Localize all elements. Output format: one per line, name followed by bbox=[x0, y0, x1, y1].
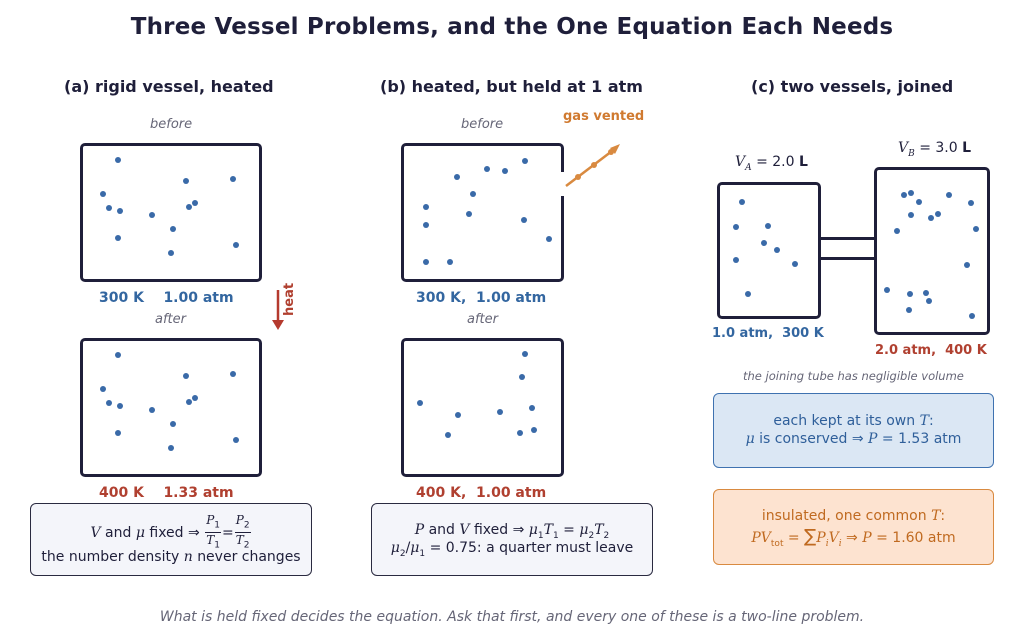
gas-particle bbox=[233, 242, 239, 248]
gas-particle bbox=[745, 291, 751, 297]
panel-a-vessel-before bbox=[80, 143, 262, 282]
tube-note: the joining tube has negligible volume bbox=[743, 369, 964, 383]
box-text: is conserved bbox=[759, 431, 848, 447]
gas-particle bbox=[149, 212, 155, 218]
panel-c-heading: (c) two vessels, joined bbox=[751, 77, 954, 96]
equation-text: and bbox=[428, 522, 455, 538]
box-text: insulated, one common bbox=[761, 508, 927, 524]
page-title: Three Vessel Problems, and the One Equation Each Needs bbox=[130, 14, 894, 40]
gas-particle bbox=[761, 240, 767, 246]
gas-particle bbox=[423, 259, 429, 265]
gas-particle bbox=[168, 250, 174, 256]
gas-particle bbox=[908, 190, 914, 196]
gas-particle bbox=[186, 204, 192, 210]
panel-a-vessel-after bbox=[80, 338, 262, 477]
gas-particle bbox=[908, 212, 914, 218]
gas-particle bbox=[739, 199, 745, 205]
panel-a-heading: (a) rigid vessel, heated bbox=[64, 77, 274, 96]
equation-text: = 0.75: a quarter must leave bbox=[429, 540, 634, 556]
panel-a-after-state: 400 K 1.33 atm bbox=[99, 485, 234, 501]
gas-particle bbox=[792, 261, 798, 267]
equation-text: and bbox=[105, 524, 132, 541]
gas-particle bbox=[774, 247, 780, 253]
panel-b-vessel-after bbox=[401, 338, 564, 477]
common-temperature-box: insulated, one common T: $PV_{tot} = \sum P_iV_i$ ⇒ P = 1.60 atm bbox=[713, 489, 994, 565]
panel-b-before-state: 300 K, 1.00 atm bbox=[416, 290, 547, 306]
volume-unit: L bbox=[962, 140, 972, 156]
gas-particle bbox=[100, 191, 106, 197]
gas-particle bbox=[423, 222, 429, 228]
gas-particle bbox=[447, 259, 453, 265]
gas-particle bbox=[183, 373, 189, 379]
equation-text: never changes bbox=[197, 549, 301, 565]
gas-particle bbox=[973, 226, 979, 232]
gas-particle bbox=[517, 430, 523, 436]
gas-particle bbox=[183, 178, 189, 184]
gas-particle bbox=[969, 313, 975, 319]
gas-particle bbox=[521, 217, 527, 223]
gas-particle bbox=[907, 291, 913, 297]
heat-label: heat bbox=[282, 282, 297, 316]
gas-particle bbox=[529, 405, 535, 411]
gas-particle bbox=[115, 352, 121, 358]
panel-b-heading: (b) heated, but held at 1 atm bbox=[380, 77, 643, 96]
vent-arrow bbox=[560, 140, 630, 192]
gas-particle bbox=[454, 174, 460, 180]
box-text: = 1.60 atm bbox=[876, 530, 956, 546]
gas-particle bbox=[186, 399, 192, 405]
gas-particle bbox=[502, 168, 508, 174]
gas-particle bbox=[100, 386, 106, 392]
vessel-a-state: 1.0 atm, 300 K bbox=[712, 326, 824, 341]
gas-particle bbox=[484, 166, 490, 172]
gas-particle bbox=[522, 158, 528, 164]
gas-particle bbox=[170, 421, 176, 427]
equation-text: fixed bbox=[473, 522, 509, 538]
gas-particle bbox=[946, 192, 952, 198]
vessel-b bbox=[874, 167, 990, 335]
gas-particle bbox=[466, 211, 472, 217]
panel-a-equation-box: V and μ fixed ⇒ $\frac{P_1}{T_1}$ = $\frac{P_2}{T_2}$ the number density n never changes bbox=[30, 503, 312, 576]
panel-b-equation-box: P and V fixed ⇒ $\mu_1T_1 = \mu_2T_2$ $\mu_2/\mu_1 = 0.75$: a quarter must leave bbox=[371, 503, 653, 576]
gas-particle bbox=[497, 409, 503, 415]
volume-value: = 3.0 bbox=[919, 140, 958, 156]
gas-particle bbox=[106, 205, 112, 211]
gas-particle bbox=[230, 371, 236, 377]
panel-b-after-label: after bbox=[467, 312, 498, 327]
panel-a-before-state: 300 K 1.00 atm bbox=[99, 290, 234, 306]
gas-particle bbox=[233, 437, 239, 443]
equation-text: fixed bbox=[149, 524, 184, 541]
gas-particle bbox=[964, 262, 970, 268]
panel-a-before-label: before bbox=[150, 117, 193, 132]
box-text: each kept at its own bbox=[773, 413, 916, 429]
vessel-a-volume-label: $V_A = 2.0$ L bbox=[735, 154, 808, 173]
gas-particle bbox=[168, 445, 174, 451]
vessel-b-volume-label: $V_B = 3.0$ L bbox=[898, 140, 972, 159]
gas-particle bbox=[106, 400, 112, 406]
gas-particle bbox=[115, 235, 121, 241]
panel-b-vessel-before bbox=[401, 143, 564, 282]
gas-particle bbox=[115, 157, 121, 163]
separate-temperature-box: each kept at its own T: μ is conserved ⇒ P = 1.53 atm bbox=[713, 393, 994, 468]
gas-particle bbox=[968, 200, 974, 206]
footer-caption: What is held fixed decides the equation. Ask that first, and every one of these is a two-line problem. bbox=[159, 609, 865, 625]
gas-particle bbox=[115, 430, 121, 436]
joining-tube-top bbox=[820, 237, 876, 240]
vessel-a bbox=[717, 182, 821, 319]
panel-b-after-state: 400 K, 1.00 atm bbox=[416, 485, 547, 501]
gas-particle bbox=[519, 374, 525, 380]
gas-particle bbox=[230, 176, 236, 182]
vessel-b-state: 2.0 atm, 400 K bbox=[875, 343, 987, 358]
gas-particle bbox=[470, 191, 476, 197]
gas-particle bbox=[192, 200, 198, 206]
gas-particle bbox=[445, 432, 451, 438]
gas-particle bbox=[928, 215, 934, 221]
gas-particle bbox=[149, 407, 155, 413]
gas-particle bbox=[916, 199, 922, 205]
gas-particle bbox=[926, 298, 932, 304]
gas-particle bbox=[733, 257, 739, 263]
gas-particle bbox=[765, 223, 771, 229]
gas-particle bbox=[884, 287, 890, 293]
box-text: = 1.53 atm bbox=[881, 431, 962, 447]
gas-particle bbox=[546, 236, 552, 242]
vent-label: gas vented bbox=[563, 109, 645, 124]
volume-unit: L bbox=[798, 154, 808, 170]
joining-tube-bottom bbox=[820, 257, 876, 260]
gas-particle bbox=[935, 211, 941, 217]
gas-particle bbox=[423, 204, 429, 210]
gas-particle bbox=[531, 427, 537, 433]
gas-particle bbox=[117, 403, 123, 409]
volume-value: = 2.0 bbox=[756, 154, 795, 170]
gas-particle bbox=[417, 400, 423, 406]
gas-particle bbox=[192, 395, 198, 401]
gas-particle bbox=[522, 351, 528, 357]
panel-a-after-label: after bbox=[155, 312, 186, 327]
gas-particle bbox=[117, 208, 123, 214]
gas-particle bbox=[906, 307, 912, 313]
gas-particle bbox=[923, 290, 929, 296]
gas-particle bbox=[170, 226, 176, 232]
gas-particle bbox=[901, 192, 907, 198]
gas-particle bbox=[894, 228, 900, 234]
panel-b-before-label: before bbox=[461, 117, 504, 132]
gas-particle bbox=[455, 412, 461, 418]
equation-text: the number density bbox=[41, 549, 180, 565]
gas-particle bbox=[733, 224, 739, 230]
